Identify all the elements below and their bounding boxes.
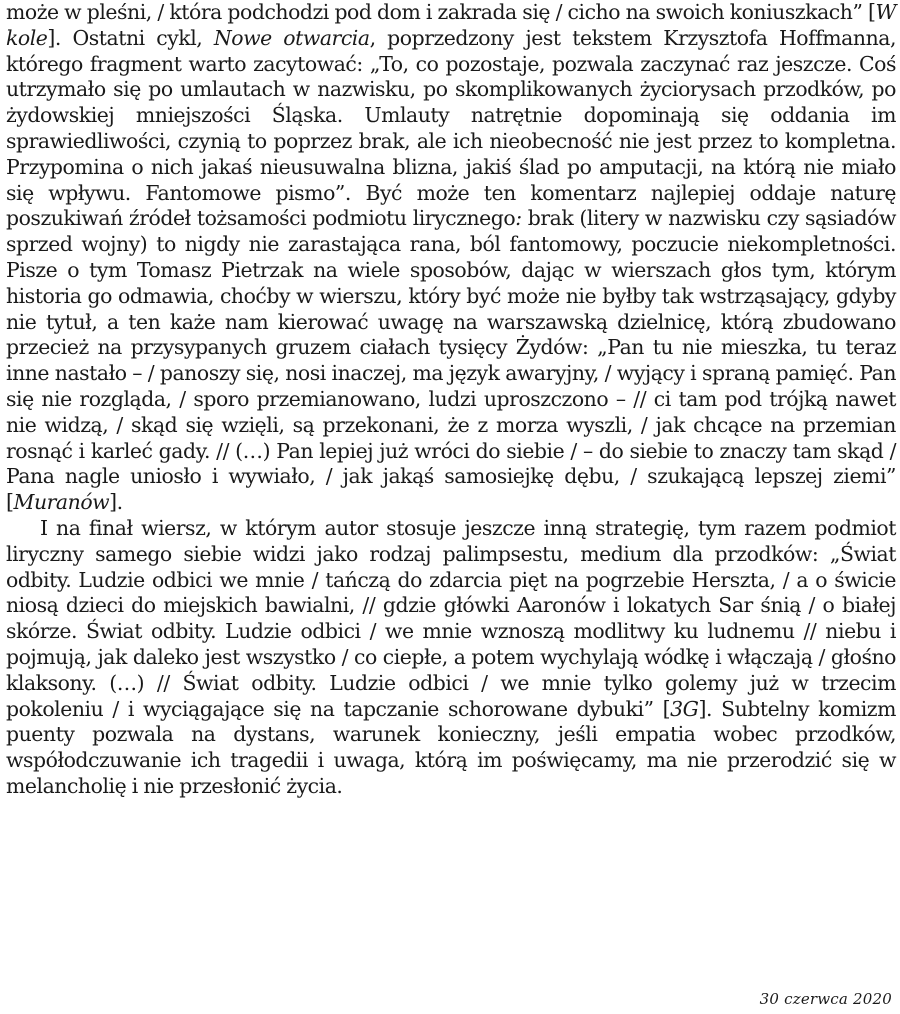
italic-text: Nowe otwarcia	[213, 25, 370, 50]
text-run: ]. Ostatni cykl,	[47, 25, 214, 50]
text-run: może w pleśni, / która podchodzi pod dom i zakrada się / cicho na swoich koniuszkach” [	[6, 0, 876, 24]
text-run: , poprzedzony jest tekstem Krzysztofa Hoffmanna, którego fragment warto zacytować: „To, co pozostaje, pozwala zaczynać raz jeszcze. Coś utrzymało się po umlautach w nazwisku, po skomplikowanych życiorysach przodków, po żydowskiej mniejszości Śląska. Umlauty natrętnie dopominają się oddania im sprawiedliwości, czynią to poprzez brak, ale ich nieobecność nie jest przez to kompletna. Przypomina o nich jakaś nieusuwalna blizna, jakiś ślad po amputacji, na którą nie miało się wpływu. Fantomowe pismo”. Być może ten komentarz najlepiej oddaje naturę poszukiwań źródeł tożsamości podmiotu lirycznego	[6, 25, 896, 231]
paragraph	[6, 0, 896, 516]
text-run: ].	[109, 490, 123, 515]
italic-text: 3G	[670, 696, 699, 721]
italic-text: W kole	[6, 0, 896, 50]
article-body	[6, 0, 896, 800]
text-run: brak (litery w nazwisku czy sąsiadów sprzed wojny) to nigdy nie zarastająca rana, ból fantomowy, poczucie niekompletności. Pisze o tym Tomasz Pietrzak na wiele sposobów, dając w wierszach głos tym, którym historia go odmawia, choćby w wierszu, który być może nie byłby tak wstrząsający, gdyby nie tytuł, a ten każe nam kierować uwagę na warszawską dzielnicę, którą zbudowano przecież na przysypanych gruzem ciałach tysięcy Żydów: „Pan tu nie mieszka, tu teraz inne nastało – / panoszy się, nosi inaczej, ma język awaryjny, / wyjący i spraną pamięć. Pan się nie rozgląda, / sporo przemianowano, ludzi uproszczono – // ci tam pod trójką nawet nie widzą, / skąd się wzięli, są przekonani, że z morza wyszli, / jak chcące na przemian rosnąć i karleć gady. // (…) Pan lepiej już wróci do siebie / – do siebie to znaczy tam skąd / Pana nagle uniosło i wywiało, / jak jakąś samosiejkę dębu, / szukającą lepszej ziemi” [	[6, 206, 896, 515]
publication-date: 30 czerwca 2020	[759, 990, 892, 1008]
text-run: I na finał wiersz, w którym autor stosuje jeszcze inną strategię, tym razem podmiot liryczny samego siebie widzi jako rodzaj palimpsestu, medium dla przodków: „Świat odbity. Ludzie odbici we mnie / tańczą do zdarcia pięt na pogrzebie Herszta, / a o świcie niosą dzieci do miejskich bawialni, // gdzie główki Aaronów i lokatych Sar śnią / o białej skórze. Świat odbity. Ludzie odbici / we mnie wznoszą modlitwy ku ludnemu // niebu i pojmują, jak daleko jest wszystko / co ciepłe, a potem wychylają wódkę i włączają / głośno klaksony. (…) // Świat odbity. Ludzie odbici / we mnie tylko golemy już w trzecim pokoleniu / i wyciągające się na tapczanie schorowane dybuki” [	[6, 515, 896, 721]
text-run: ]. Subtelny komizm puenty pozwala na dystans, warunek konieczny, jeśli empatia wobec przodków, współodczuwanie ich tragedii i uwaga, którą im poświęcamy, ma nie przerodzić się w melancholię i nie przesłonić życia.	[6, 696, 896, 798]
italic-text: Muranów	[13, 490, 110, 515]
italic-text: :	[515, 206, 522, 231]
paragraph	[6, 516, 896, 800]
